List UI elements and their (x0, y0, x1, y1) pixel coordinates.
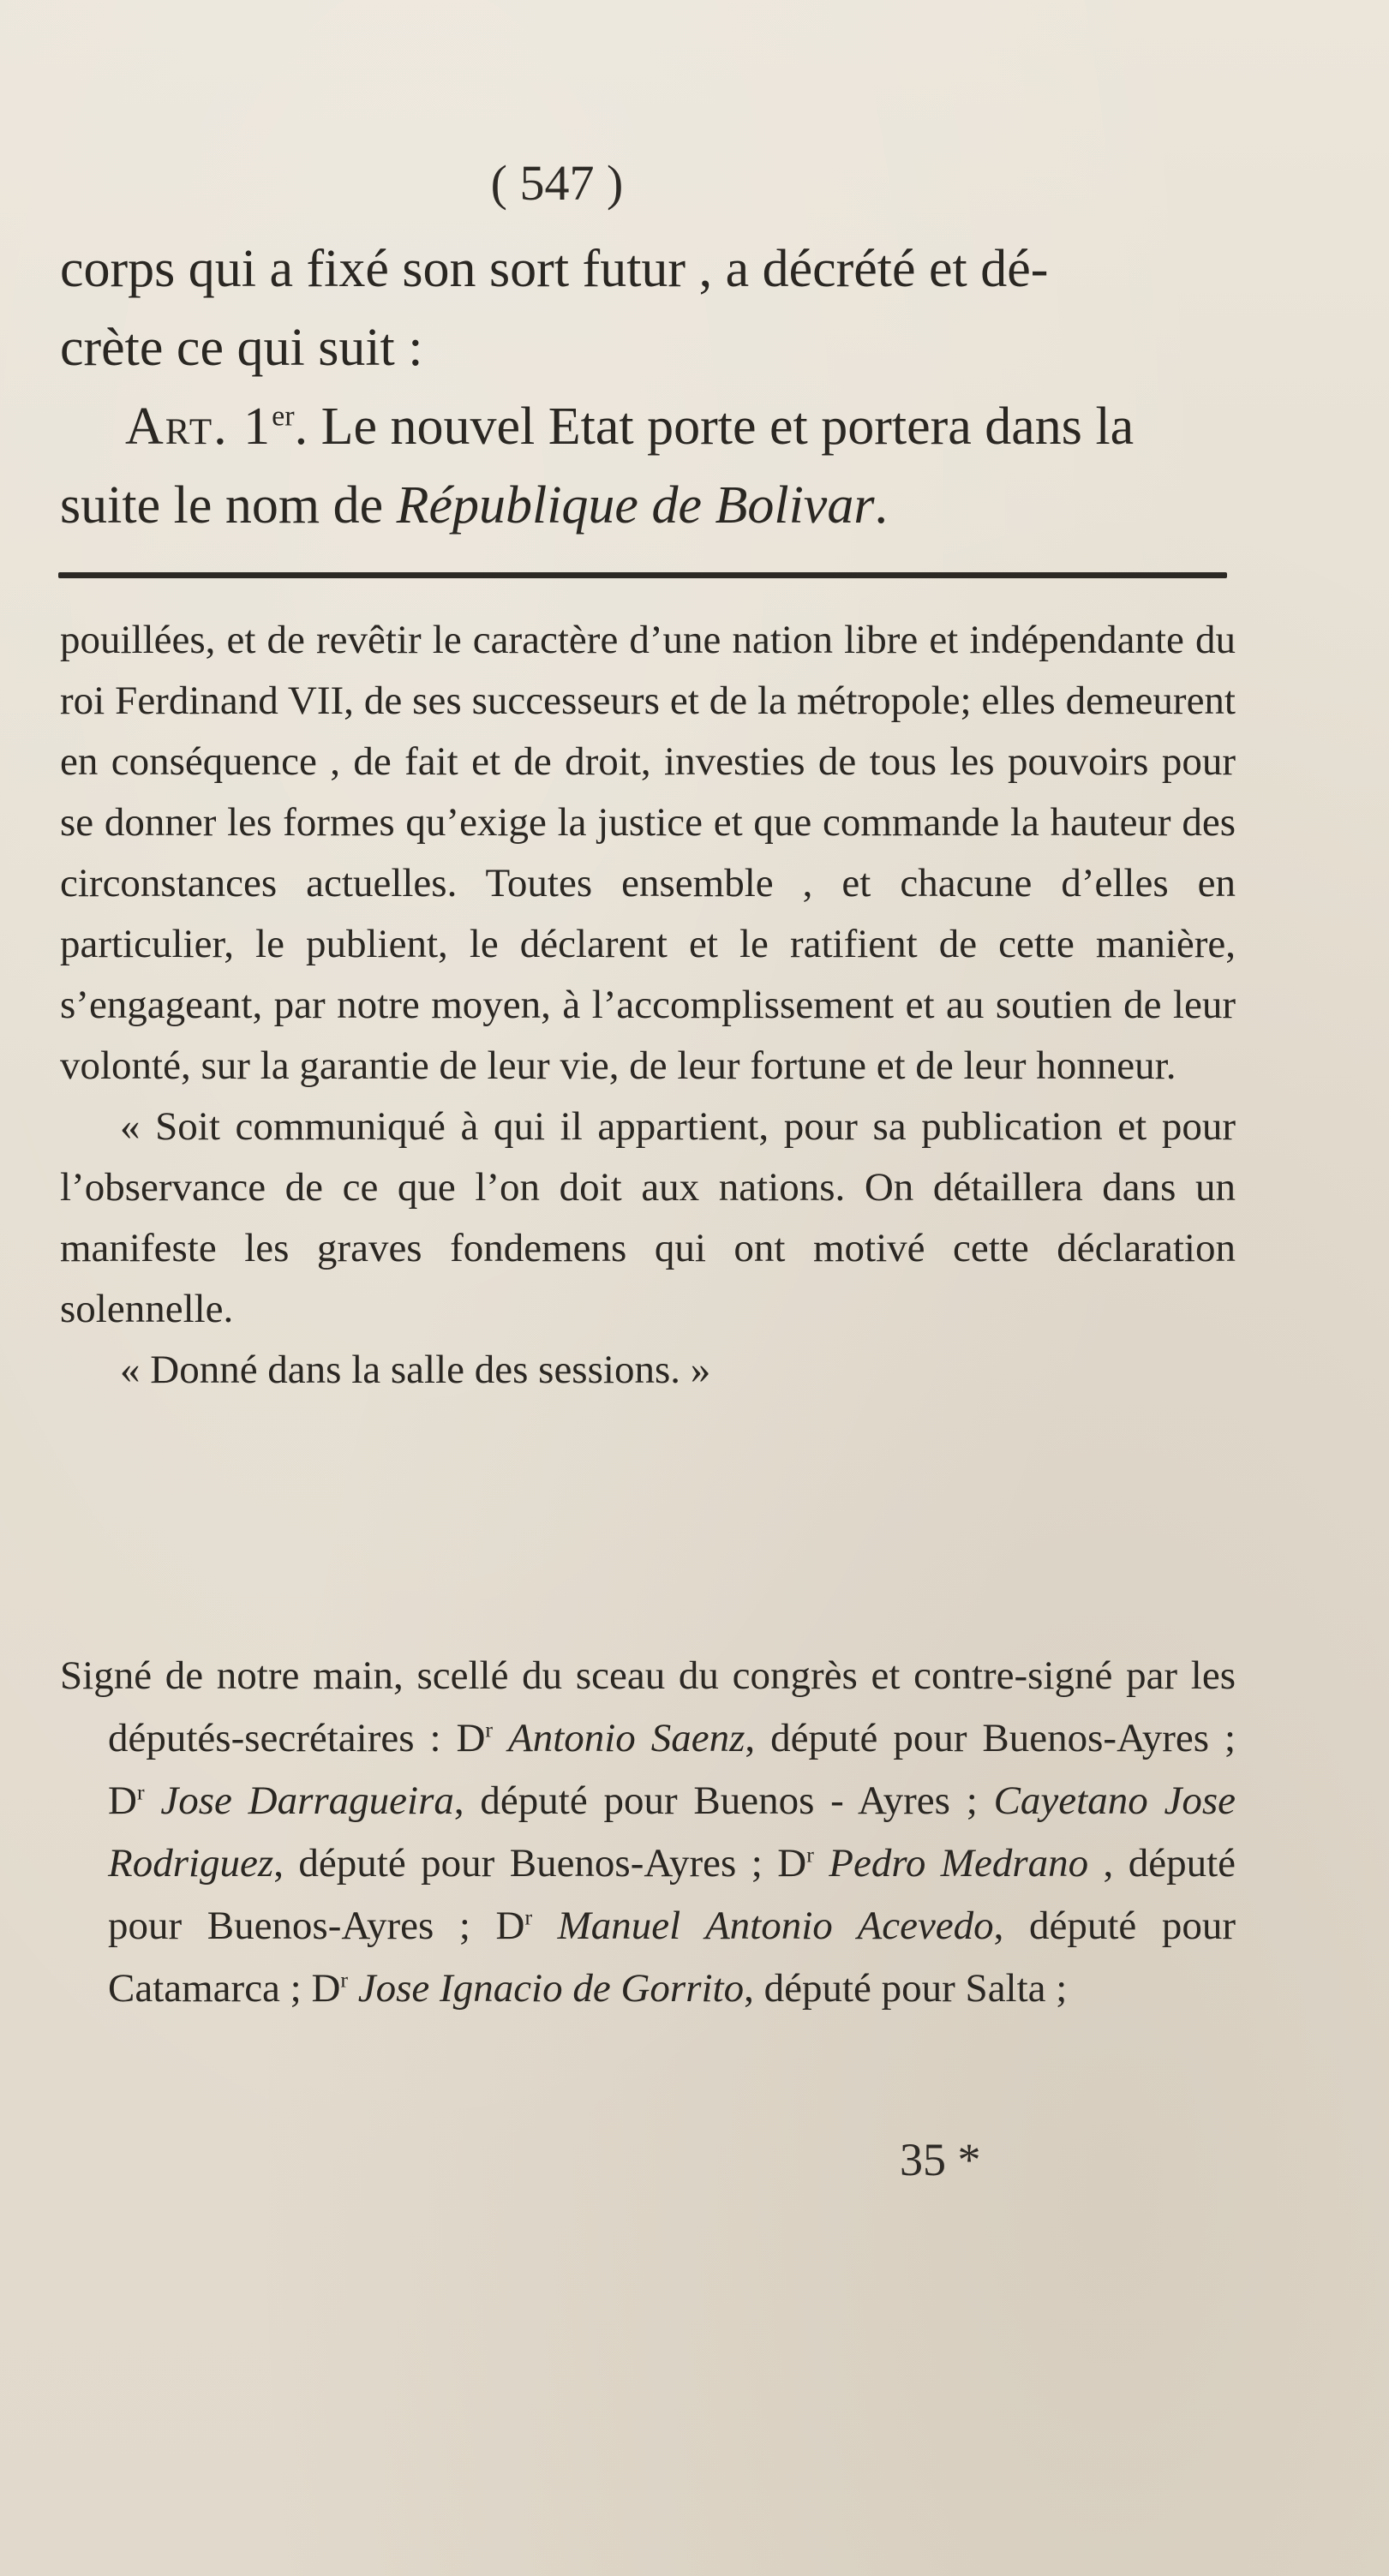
upper-text (60, 230, 1236, 545)
deputy-name-1: Antonio Saenz (507, 1716, 745, 1760)
deputy-role-2: , député pour Buenos - Ayres ; (453, 1778, 994, 1823)
page-number: ( 547 ) (490, 155, 624, 211)
deputy-role-1: , député pour Buenos-Ayres ; D (108, 1716, 1236, 1823)
article-sup: er (272, 400, 295, 433)
deputy-name-3: Cayetano Jose Rodriguez (108, 1778, 1236, 1886)
upper-line-1: corps qui a fixé son sort futur , a décrété et dé- (60, 240, 1049, 298)
deputy-role-6: , député pour Salta ; (744, 1966, 1068, 2011)
sig-sup-3: r (806, 1842, 814, 1868)
sig-intro: Signé de notre main, scellé du sceau du congrès et contre-signé par les députés-secrétaires : D (60, 1653, 1236, 1760)
signature-block (60, 1645, 1236, 2020)
article-text: . Le nouvel Etat porte et portera dans la suite le nom de (60, 397, 1135, 535)
article-label: Art. 1 (125, 397, 272, 456)
article-end: . (874, 476, 888, 535)
deputy-role-5: , député pour Catamarca ; D (108, 1904, 1236, 2011)
deputy-name-5: Manuel Antonio Acevedo (557, 1904, 994, 1948)
sig-sup-4: r (524, 1904, 533, 1930)
republic-name: République de Bolivar (396, 476, 875, 535)
separator-rule (58, 572, 1227, 578)
deputy-role-3: , député pour Buenos-Ayres ; D (273, 1841, 807, 1886)
footnote-para-1: pouillées, et de revêtir le caractère d’une nation libre et indépendante du roi Ferdinand VII, de ses successeurs et de la métropole; elles demeurent en conséquence , de fait et de droit, investies de tous les pouvoirs pour se donner les formes qu’exige la justice et que commande la hauteur des circonstances actuelles. Toutes ensemble , et chacune d’elles en particulier, le publient, le déclarent et le ratifient de cette manière, s’engageant, par notre moyen, à l’accomplissement et au soutien de leur volonté, sur la garantie de leur vie, de leur fortune et de leur honneur. (60, 618, 1236, 1088)
signature-para (60, 1645, 1236, 2020)
deputy-name-6: Jose Ignacio de Gorrito (357, 1966, 745, 2011)
article-1 (60, 387, 1236, 545)
footnote-para-2: « Soit communiqué à qui il appartient, pour sa publication et pour l’observance de ce que l’on doit aux nations. On détaillera dans un manifeste les graves fondemens qui ont motivé cette déclaration solennelle. (60, 1104, 1236, 1331)
printer-signature-mark: 35 * (900, 2134, 981, 2185)
sig-sup-5: r (340, 1967, 349, 1993)
deputy-role-4: , député pour Buenos-Ayres ; D (108, 1841, 1236, 1948)
upper-line-2: crète ce qui suit : (60, 319, 423, 377)
sig-sup-2: r (136, 1779, 145, 1805)
sig-sup-1: r (485, 1717, 494, 1742)
footnote-para-3: « Donné dans la salle des sessions. » (120, 1348, 711, 1392)
footnote-text (60, 610, 1236, 1401)
deputy-name-2: Jose Darragueira (160, 1778, 454, 1823)
deputy-name-4: Pedro Medrano (829, 1841, 1089, 1886)
